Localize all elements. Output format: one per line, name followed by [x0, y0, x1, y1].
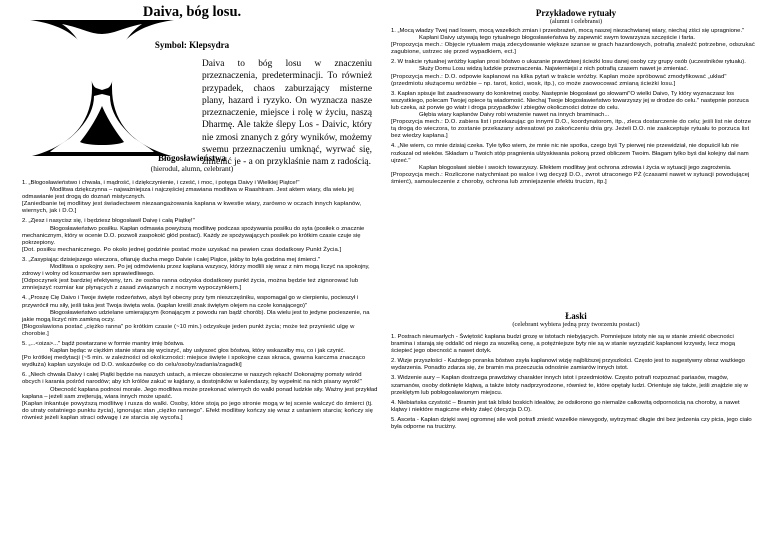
ritual-description: Głębia wiary kapłanów Daivy robi wrażenie nawet na innych braminach...	[419, 112, 610, 119]
ritual-prayer: 4. „Nie wiem, co mnie dzisiaj czeka. Tyle tylko wiem, że mnie nic nie spotka, czego byś Ty pierwej nie przewidział, nie dopuścił lub nie rozkazał od wieków. Składam u Twoich stóp pragnienia ulżyskiwania pokorą przed obliczem Twoim. Błagam tylko byś dał kolejny dał nam ujrzeć."	[391, 143, 749, 164]
grace-item: 4. Niebiańska czystość – Bramin jest tak bliski boskich ideałów, że odsiłorono go niemalże całkowitą odpornością na choroby, a nawet klątwy i niektóre magiczne efekty żałęć (decyzja D.O).	[391, 399, 740, 413]
blessing-mechanics: [Błogosławiona postać „ciężko ranna" po krótkim czasie (~10 min.) odzyskuje jeden punkt życia; może też przynieść ulgę w chorobie.]	[22, 323, 355, 337]
blessing-description: Modlitwa o spokojny sen. Po jej odmówieniu przez kapłana wszyscy, którzy modlili się wraz z nim mogą liczyć na spokojny, zdrowy i wolny od koszmarów sen sprawiedliwego.	[22, 264, 370, 278]
rituals-list	[391, 28, 756, 189]
blessing-description: Kapłan będąc w ciężkim stanie stara się wyciszyć, aby usłyszeć głos bóstwa, który wskazałby mu, co i jak czynić.	[50, 348, 345, 355]
blessing-mechanics: [Odpoczynek jest bardziej efektywny, tzn. że osoba ranna odzyska dodatkowy punkt życia, można będzie też zignorować lub zmniejszyć rozmiar kar płynących z zasad związanych z nocnym wypoczynkiem.]	[22, 278, 359, 292]
grace-item: 3. Widzenie aury – Kapłan dostrzega prawdziwy charakter innych istot i przedmiotów. Często potrafi rozpoznać pariasów, magów, szamanów, osoby dotknięte klątwą, a także istoty nadprzyrodzone, również te, które opętały ludzi. Orientuje się także, jeśli znajdzie się w przeklętym lub pobłogosławionym miejscu.	[391, 375, 748, 396]
blessing-prayer: 6. „Niech chwała Daivy i całej Piątki będzie na naszych ustach, a miecze obosieczne w naszych rękach! Dokonajmy pomsty wśród obcych i karania pośród narodów; aby ich królów zakuć w kajdany, a dostojników w kalendarzy, by wypełnić na nich pisany wyrok!"	[22, 372, 362, 386]
blessings-subheading: (hierodul, alumn, celebrant)	[150, 164, 234, 173]
ritual-item	[391, 143, 756, 186]
blessing-item	[22, 372, 378, 422]
ritual-mechanics: [Propozycja mech.: D.O. odpowie kapłanowi na kilka pytań w trakcie wróżby. Kapłan może spróbować zmodyfikować „układ" (przedmiotu służącemu wróżbie – np. tarot, kości, wosk, itp.), co może zaowocować zmianą ścieżki losu.]	[391, 73, 727, 87]
blessings-heading: Błogosławieństwa	[157, 153, 226, 163]
blessing-description: Modlitwa dziękczynna – najważniejsza i najczęściej zmawiana modlitwa w Raashtram. Jest aktem wiary, dla wielu jej odmawianie jest drogą do doznań mistycznych.	[22, 187, 354, 201]
ritual-mechanics: [Propozycja mech.: Objęcie rytuałem mają zdecydowanie większe szanse w grach hazardowych, potrafią znaleźć potrzebne, odszukać zagubione, ustrzec się przed wypadkiem, ect.]	[391, 42, 755, 56]
blessing-mechanics: [Zaniedbanie tej modlitwy jest świadectwem niezaangażowania kapłana w kwestie wiary, zarówno w oczach innych kapłanów, wiernych, jak i D.O.]	[22, 201, 362, 215]
blessing-prayer: 1. „Błogosławieństwo i chwała, i mądrość, i dziękczynienie, i cześć, i moc, i potęga Daivy i Wielkiej Piątce!"	[22, 180, 300, 186]
blessing-mechanics: [Po krótkiej medytacji (~5 min. w zależności od okoliczności: miejsce święte i spokojne czas skraca, gwarna karczma znacząco wydłuża) kapłan uzyskuje od D.O. wskazówkę co do celu/osoby/zadania/zagadki]	[22, 355, 366, 369]
ritual-mechanics: [Propozycja mech.: Rozliczone natychmiast po walce i wg decyzji D.O., zwrot utraconego PŻ (czasami nawet w sytuacji powodującej śmierć), samouleczenie z choroby, ochrona lub zmniejszenie efektu trucizn, itp.]	[391, 171, 750, 185]
ritual-prayer: 1. „Mocą władzy Twej nad losem, mocą wszelkich zmian i przeobrażeń, mocą naszej niezachwianej wiary, niechaj ziści się upragnione."	[391, 28, 745, 34]
blessing-prayer: 3. „Zasypiając dzisiejszego wieczora, ofiaruję ducha mego Daivie i całej Piątce, jakby to była godzina mej śmierci."	[22, 256, 321, 263]
ritual-prayer: 3. Kapłan spisuje list zaadresowany do konkretnej osoby. Następnie błogosławi go słowami"O wielki Daivo, Ty który wyznaczasz los wszystkiego, polecam Twojej opiece tą wiadomość. Niechaj Twoje błogosławieństwo towarzyszy jej w drodze do celu." następnie porzuca lub czeka, aż porwie go wiatr i droga przypadków i zbiegów okoliczności dotrze do celu.	[391, 90, 749, 111]
blessings-list	[22, 180, 378, 425]
blessing-description: Obecność kapłana podnosi morale. Jego modlitwa może przekonać wiernych do walki ponad ludzkie siły. Ważny jest przykład kapłana – jeżeli sam zrejterują, wiara innych może upaść.	[22, 386, 378, 400]
rituals-subheading: (alumni i celebransi)	[549, 18, 603, 25]
ritual-item	[391, 28, 756, 56]
page-title: Daiva, bóg losu.	[142, 4, 242, 20]
blessing-item	[22, 257, 378, 292]
graces-heading: Łaski	[565, 311, 587, 321]
blessing-item	[22, 295, 378, 338]
blessing-mechanics: [Dot. posiłku mechanicznego. Po około jednej godzinie postać może uzyskać na pewien czas dodatkowy Punkt Życia.]	[22, 246, 342, 253]
ritual-description: Służy Domu Losu widzą ludzkie przeznaczenia. Najwierniejsi z nich potrafią czasem nawet je zmieniać.	[419, 66, 689, 73]
ritual-mechanics: [Propozycja mech.: D.O. zabiera list i przekazując go innymi D.O., koordynatorom, itp., zleca dostarczenie do celu; jeśli list nie dotrze tą drogą do wieczora, to zostanie przekazany adresatowi po zakończeniu dnia gry. Jeżeli D.O. nie zaakceptuje rytuału to porzuca list bez wiedzy kapłana.]	[391, 119, 752, 140]
right-page	[384, 0, 768, 543]
hourglass-icon	[22, 16, 182, 161]
symbol-label: Symbol: Klepsydra	[154, 40, 230, 50]
graces-subheading: (celebrant wybiera jedną przy tworzeniu postaci)	[512, 321, 640, 328]
blessing-prayer: 2. „Zjesz i nasycisz się, i będziesz błogosławił Daivę i całą Piątkę!"	[22, 218, 195, 225]
blessing-description: Błogosławieństwo posiłku. Kapłan odmawia powyższą modlitwę podczas spożywania posiłku do syta (posiłek o znacznie mechanicznym, który w ocenie D.O. pozwoli zaspokoić głód postaci). Każdy ze spożywających posiłek po krótkim czasie czuje się pokrzepiony.	[22, 225, 365, 246]
blessing-prayer: 5. „...<oiza>..." bądź powtarzane w formie mantry imię bóstwa.	[22, 340, 185, 347]
ritual-item	[391, 91, 756, 141]
blessing-prayer: 4. „Proszę Cię Daivo i Twoje święte rodzeństwo, abyś był obecny przy tym nieszczęśniku, wspomagał go w cierpieniu, pocieszył i przywrócił mu siły, jeśli taka jest Twoja święta wola. (kapłan kreśli znak świętym olejem na czole konającego)"	[22, 295, 359, 309]
grace-item: 5. Asceta - Kapłan dzięki swej ogromnej sile woli potrafi znieść wszelkie niewygody, wytrzymać długie dni bez jedzenia czy picia, jego ciało była odporne na truciżny.	[391, 416, 752, 431]
blessing-item	[22, 180, 378, 215]
ritual-prayer: 2. W trakcie rytualnej wróżby kapłan prosi bóstwo o ukazanie prawdziwej ścieżki losu danej osoby czy grupy osób (uczestników rytuału).	[391, 59, 746, 66]
grace-item: 1. Postrach nieumarłych - Świętość kapłana budzi grozę w istotach niebyjących. Pomniejsze istoty nie są w stanie znieść obecności bramina i starają się oddalić od niego za wszelką cenę, a potężniejsze byty nie są w stanie wyrządzić kapłanowi krzywdy, lecz mogą ściepieć jego obecność a nawet dotyk.	[391, 334, 736, 355]
graces-list	[391, 334, 756, 434]
ritual-item	[391, 59, 756, 87]
rituals-heading: Przykładowe rytuały	[535, 8, 617, 18]
grace-item: 2. Wizje przyszłości - Każdego poranka bóstwo zsyła kapłanowi wizję najbliższej przyszłości. Często jest to sugestywny obraz ważkiego wydarzenia. Ponadto zdarza się, że bramin ma przeczucia odnośnie zamiarów innych istot.	[391, 358, 745, 372]
ritual-description: Kapłani Daivy używają tego rytualnego błogosławieństwa by zapewnić swym towarzysza szczęście i farta.	[419, 35, 696, 42]
blessing-mechanics: [Kapłan inkantuje powyższą modlitwę i rusza do walki. Osoby, które stoją po jego stronie mogą w tej scenie walczyć do śmierci (tj. do utraty ostatniego punktu życia), ignorując stan „ciężko rannego". Efekt modlitwy kończy się wraz z ustaniem starcia; kończy się również jeżeli kapłan straci odwagę i ze starcia się wycofa.]	[22, 400, 374, 421]
intro-paragraph: Daiva to bóg losu w znaczeniu przeznaczenia, predeterminacji. To również przypadek, chaos zaburzający misterne plany, hazard i ryzyko. On wyznacza nasze przeznaczenie, miejsce i rolę w życiu, naszą Dharmę. Ale także ślepy Los - Daivic, który nie zmosi znanych z góry wyników, możemy swemu przeznaczeniu umknąć, wyrwać się, zmienić je - a on przyklaśnie nam z radością.	[202, 59, 372, 168]
ritual-description: Kapłan błogosławi siebie i swoich towarzyszy. Efektem modlitwy jest ochrona zdrowia i życia w sytuacji jego zagrożenia.	[419, 164, 732, 171]
blessing-item	[22, 341, 378, 369]
blessing-description: Błogosławieństwo udzielane umierającym (konającym z powodu ran bądź chorób). Dla wielu jest to jedyne pocieszenie, na jakie mogą liczyć nim zamkną oczy.	[22, 309, 370, 323]
blessing-item	[22, 218, 378, 253]
